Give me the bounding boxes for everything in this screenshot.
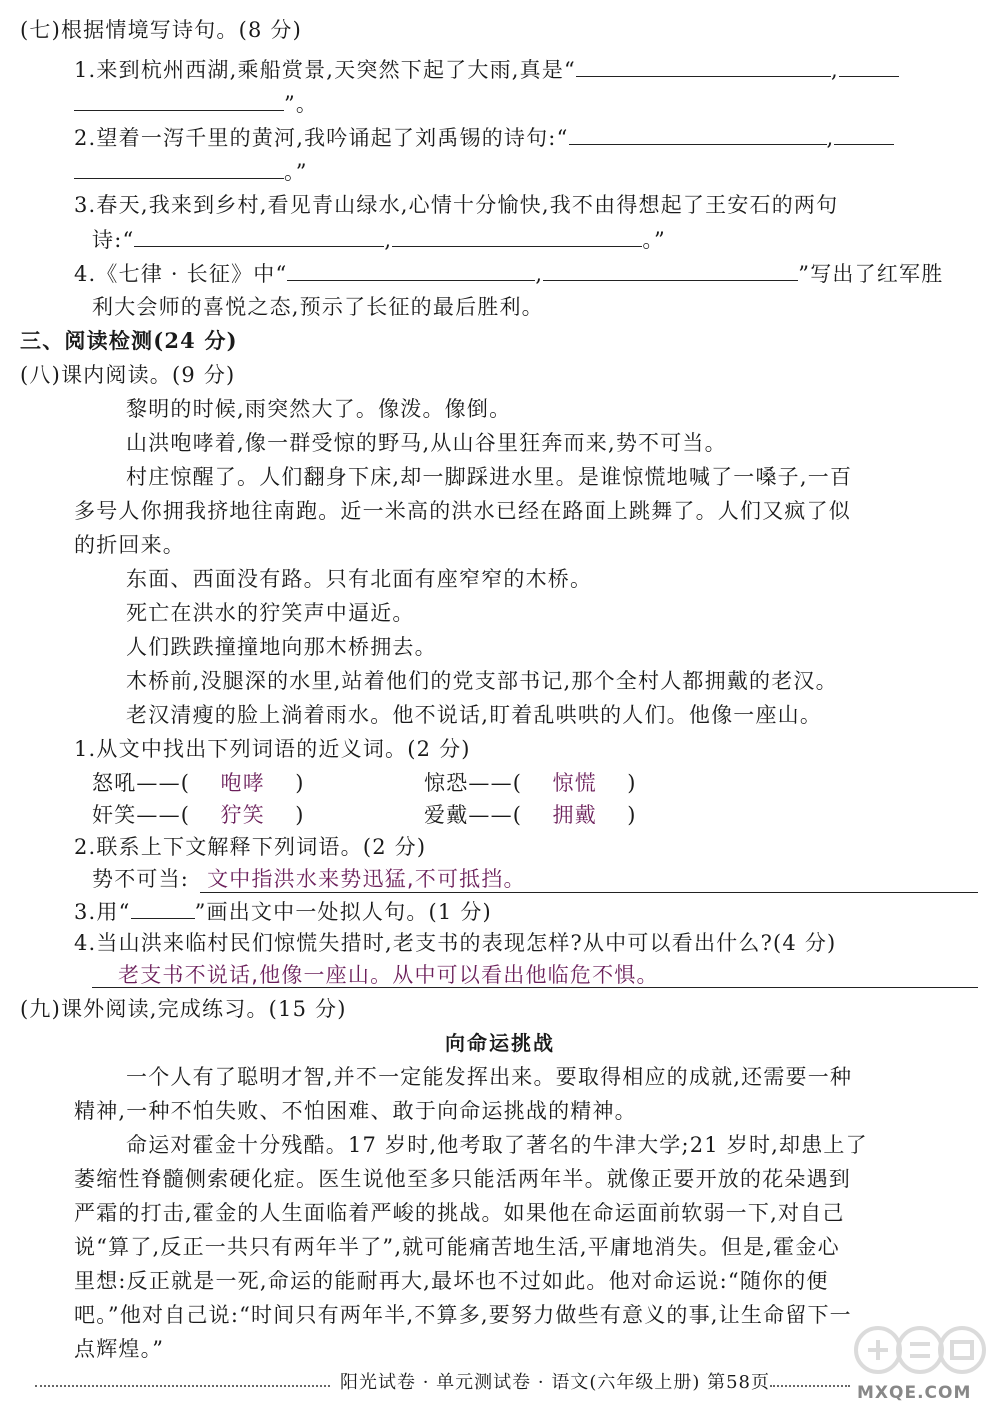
q8-3-text: 3.用“ bbox=[74, 900, 131, 924]
q8-3-tail: ”画出文中一处拟人句。(1 分) bbox=[194, 900, 492, 924]
section-3-heading: 三、阅读检测(24 分) bbox=[20, 328, 238, 353]
answer-underline bbox=[200, 892, 978, 893]
answer-blank[interactable] bbox=[287, 258, 535, 281]
passage-8-p4: 东面、西面没有路。只有北面有座窄窄的木桥。 bbox=[126, 567, 593, 591]
q7-2-comma: , bbox=[826, 126, 835, 150]
question-8-4-answer[interactable]: 老支书不说话,他像一座山。从中可以看出他临危不惧。 bbox=[118, 963, 659, 987]
passage-8-p5: 死亡在洪水的狞笑声中逼近。 bbox=[126, 601, 415, 625]
passage-9-line-3: 命运对霍金十分残酷。17 岁时,他考取了著名的牛津大学;21 岁时,却患上了 bbox=[126, 1133, 868, 1157]
passage-9-line-2: 精神,一种不怕失败、不怕困难、敢于向命运挑战的精神。 bbox=[74, 1099, 637, 1123]
synonym-close: ) bbox=[295, 771, 305, 795]
answer-blank[interactable] bbox=[834, 122, 894, 145]
synonym-word: 怒吼——( bbox=[92, 771, 191, 795]
term-explanation-answer[interactable]: 文中指洪水来势迅猛,不可抵挡。 bbox=[207, 867, 526, 891]
answer-blank[interactable] bbox=[569, 122, 827, 145]
question-7-4-cont: 利大会师的喜悦之态,预示了长征的最后胜利。 bbox=[92, 295, 544, 319]
passage-8-p7: 木桥前,没腿深的水里,站着他们的党支部书记,那个全村人都拥戴的老汉。 bbox=[126, 669, 838, 693]
synonym-close: ) bbox=[627, 771, 637, 795]
answer-underline bbox=[92, 987, 978, 988]
passage-8-p8: 老汉清瘦的脸上淌着雨水。他不说话,盯着乱哄哄的人们。他像一座山。 bbox=[126, 703, 823, 727]
term-label: 势不可当: bbox=[92, 867, 190, 891]
question-7-1 bbox=[74, 54, 899, 85]
passage-9-line-6: 说“算了,反正一共只有两年半了”,就可能痛苦地生活,平庸地消失。但是,霍金心 bbox=[74, 1235, 840, 1259]
synonym-row-1b bbox=[424, 768, 637, 798]
passage-9-line-7: 里想:反正就是一死,命运的能耐再大,最坏也不过如此。他对命运说:“随你的便 bbox=[74, 1269, 829, 1293]
synonym-answer[interactable]: 惊慌 bbox=[552, 771, 597, 795]
question-7-2 bbox=[74, 122, 894, 153]
q7-1-end: ”。 bbox=[284, 92, 319, 116]
question-7-4 bbox=[74, 258, 943, 289]
synonym-answer[interactable]: 咆哮 bbox=[220, 771, 265, 795]
passage-9-line-9: 点辉煌。” bbox=[74, 1337, 165, 1361]
passage-8-p2: 山洪咆哮着,像一群受惊的野马,从山谷里狂奔而来,势不可当。 bbox=[126, 431, 727, 455]
synonym-answer[interactable]: 狞笑 bbox=[220, 803, 265, 827]
answer-blank[interactable] bbox=[543, 258, 798, 281]
passage-8-p6: 人们跌跌撞撞地向那木桥拥去。 bbox=[126, 635, 437, 659]
q7-3-comma: , bbox=[384, 228, 393, 252]
passage-9-line-1: 一个人有了聪明才智,并不一定能发挥出来。要取得相应的成就,还需要一种 bbox=[126, 1065, 853, 1089]
synonym-row-1a bbox=[92, 768, 305, 798]
synonym-row-2b bbox=[424, 800, 637, 830]
passage-8-p1: 黎明的时候,雨突然大了。像泼。像倒。 bbox=[126, 397, 512, 421]
synonym-close: ) bbox=[295, 803, 305, 827]
answer-blank[interactable] bbox=[839, 54, 899, 77]
page-footer: 阳光试卷 · 单元测试卷 · 语文(六年级上册) 第58页 bbox=[340, 1372, 770, 1393]
passage-8-p3: 村庄惊醒了。人们翻身下床,却一脚踩进水里。是谁惊慌地喊了一嗓子,一百 bbox=[126, 465, 853, 489]
footer-dotted-rule-right bbox=[770, 1385, 850, 1387]
synonym-row-2a bbox=[92, 800, 305, 830]
synonym-word: 惊恐——( bbox=[424, 771, 523, 795]
passage-8-p3-line2: 多号人你拥我挤地往南跑。近一米高的洪水已经在路面上跳舞了。人们又疯了似 bbox=[74, 499, 851, 523]
question-7-1-cont bbox=[74, 88, 318, 119]
question-7-3: 3.春天,我来到乡村,看见青山绿水,心情十分愉快,我不由得想起了王安石的两句 bbox=[74, 193, 839, 217]
q7-2-end: 。” bbox=[284, 160, 308, 184]
synonym-word: 奸笑——( bbox=[92, 803, 191, 827]
question-8-2: 2.联系上下文解释下列词语。(2 分) bbox=[74, 835, 427, 859]
answer-blank bbox=[131, 896, 195, 919]
question-8-4: 4.当山洪来临村民们惊慌失措时,老支书的表现怎样?从中可以看出什么?(4 分) bbox=[74, 931, 837, 955]
answer-blank[interactable] bbox=[74, 156, 284, 179]
watermark-text: MXQE.COM bbox=[857, 1383, 972, 1403]
q7-4-tail: ”写出了红军胜 bbox=[798, 262, 944, 286]
passage-9-line-4: 萎缩性脊髓侧索硬化症。医生说他至多只能活两年半。就像正要开放的花朵遇到 bbox=[74, 1167, 851, 1191]
q7-4-comma: , bbox=[535, 262, 544, 286]
footer-dotted-rule-left bbox=[35, 1385, 330, 1387]
answer-blank[interactable] bbox=[392, 224, 642, 247]
q7-1-comma: , bbox=[831, 58, 839, 82]
synonym-answer[interactable]: 拥戴 bbox=[552, 803, 597, 827]
passage-title: 向命运挑战 bbox=[445, 1031, 555, 1055]
passage-9-line-8: 吧。”他对自己说:“时间只有两年半,不算多,要努力做些有意义的事,让生命留下一 bbox=[74, 1303, 852, 1327]
passage-8-p3-line3: 的折回来。 bbox=[74, 533, 185, 557]
q7-1-text: 1.来到杭州西湖,乘船赏景,天突然下起了大雨,真是“ bbox=[74, 58, 576, 82]
answer-blank[interactable] bbox=[576, 54, 831, 77]
q7-4-text: 4.《七律 · 长征》中“ bbox=[74, 262, 288, 286]
question-7-3-cont bbox=[92, 224, 666, 255]
synonym-word: 爱戴——( bbox=[424, 803, 523, 827]
synonym-close: ) bbox=[627, 803, 637, 827]
answer-blank[interactable] bbox=[74, 88, 284, 111]
q7-3-end: 。” bbox=[642, 228, 666, 252]
passage-9-line-5: 严霜的打击,霍金的人生面临着严峻的挑战。如果他在命运面前软弱一下,对自己 bbox=[74, 1201, 845, 1225]
section-9-heading: (九)课外阅读,完成练习。(15 分) bbox=[20, 997, 347, 1021]
q7-3-label: 诗:“ bbox=[92, 228, 135, 252]
section-8-heading: (八)课内阅读。(9 分) bbox=[20, 363, 236, 387]
question-8-1: 1.从文中找出下列词语的近义词。(2 分) bbox=[74, 737, 471, 761]
question-7-2-cont bbox=[74, 156, 308, 187]
section-7-heading: (七)根据情境写诗句。(8 分) bbox=[20, 18, 303, 42]
question-8-2-answer-row bbox=[92, 864, 526, 894]
q7-2-text: 2.望着一泻千里的黄河,我吟诵起了刘禹锡的诗句:“ bbox=[74, 126, 569, 150]
answer-blank[interactable] bbox=[134, 224, 384, 247]
question-8-3 bbox=[74, 896, 492, 927]
